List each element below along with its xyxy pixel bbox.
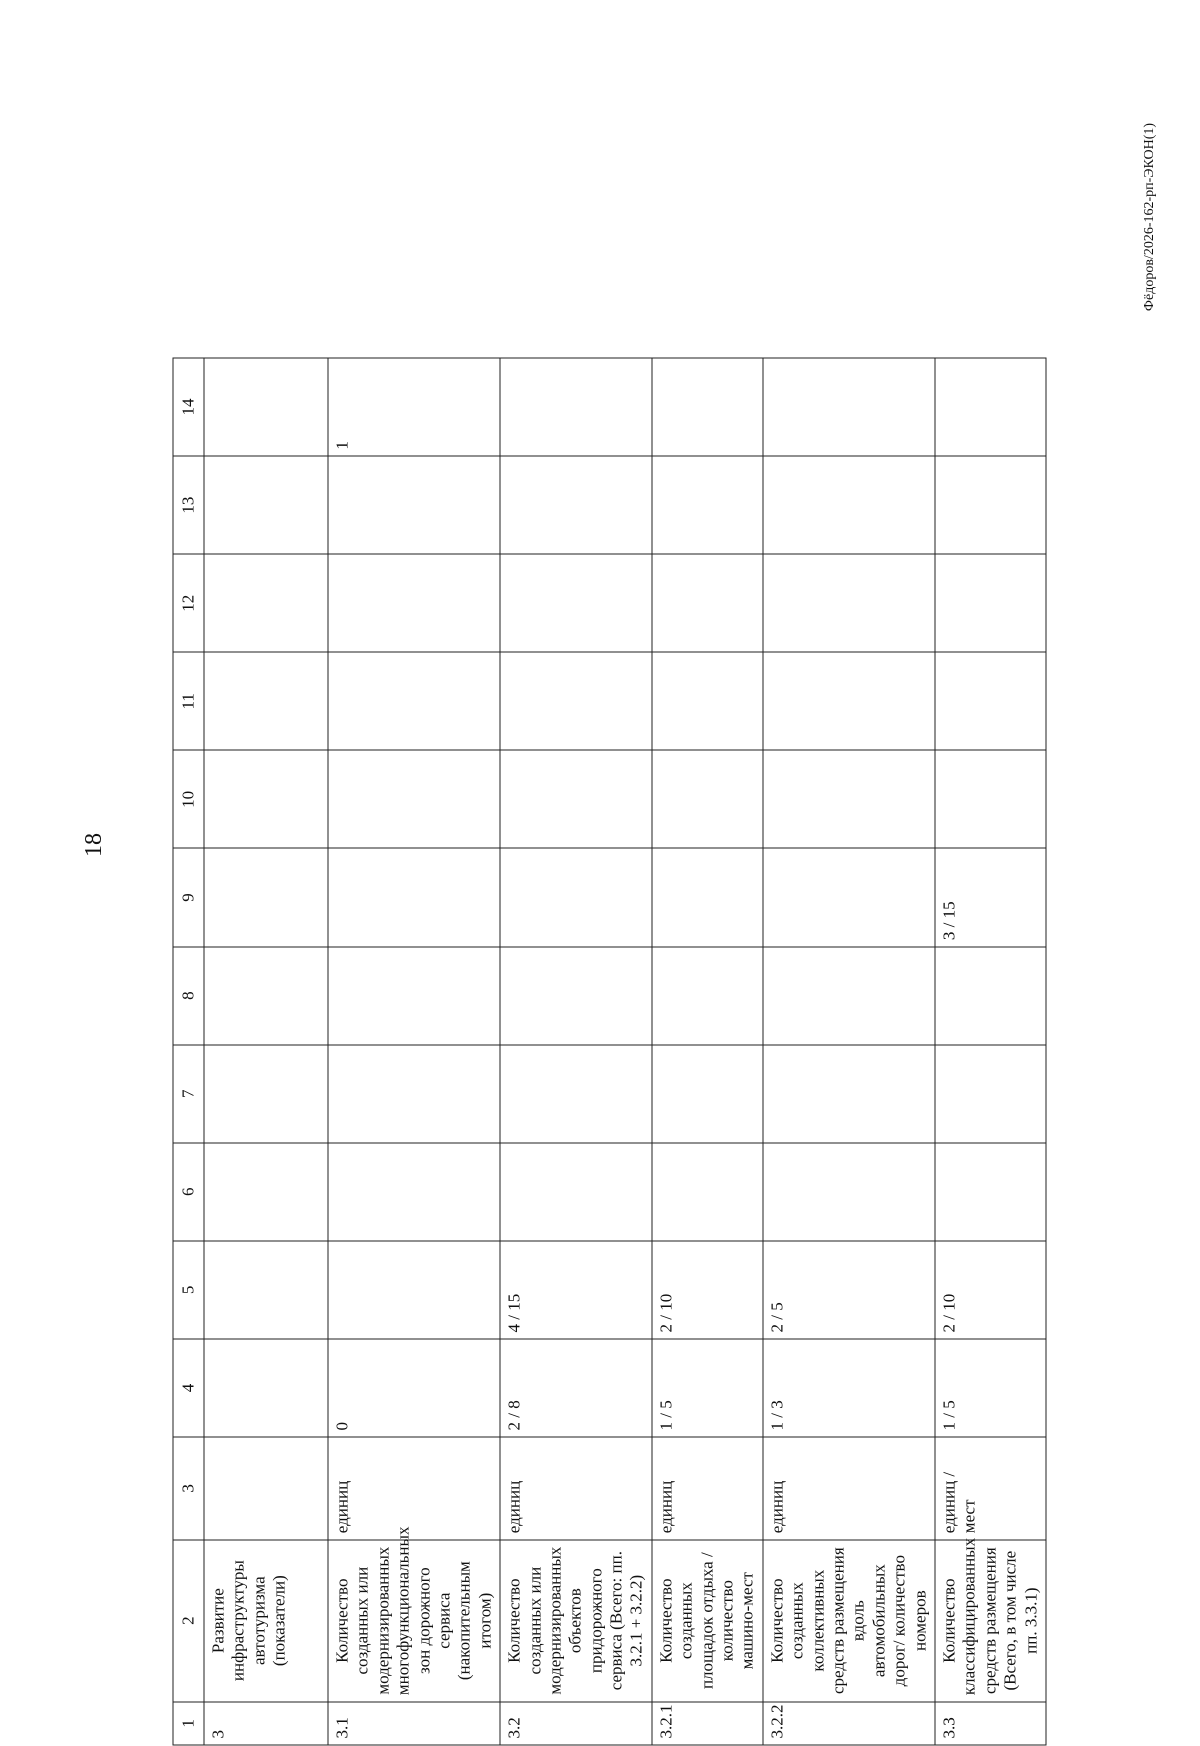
value-cell: [204, 358, 328, 456]
value-cell: [204, 750, 328, 848]
value-cell: [763, 456, 935, 554]
value-cell: [328, 1143, 500, 1241]
indicator-name: Количество созданных или модернизированных многофункциональных зон дорожного сервиса (накопительным итогом): [328, 1540, 500, 1702]
value-cell: [935, 1143, 1046, 1241]
value-cell: [652, 554, 763, 652]
column-header: 1: [173, 1702, 204, 1745]
row-number: 3.2.1: [652, 1702, 763, 1745]
table-row: [763, 358, 935, 1745]
value-cell: [935, 358, 1046, 456]
table-row: [328, 358, 500, 1745]
value-cell: [652, 652, 763, 750]
row-number: 3.1: [328, 1702, 500, 1745]
rotated-table-container: [173, 358, 1040, 1746]
row-number: 3.2: [500, 1702, 652, 1745]
column-header: 13: [173, 456, 204, 554]
unit-cell: [204, 1437, 328, 1540]
value-cell: 3 / 15: [935, 848, 1046, 946]
page-number: 18: [81, 833, 107, 857]
value-cell: [204, 1241, 328, 1339]
value-cell: [500, 750, 652, 848]
value-cell: [763, 554, 935, 652]
column-header: 9: [173, 848, 204, 946]
value-cell: 2 / 5: [763, 1241, 935, 1339]
indicator-name: Количество созданных или модернизированных объектов придорожного сервиса (Всего: пп. 3.2.1 + 3.2.2): [500, 1540, 652, 1702]
table-row: [204, 358, 328, 1745]
unit-cell: единиц / мест: [935, 1437, 1046, 1540]
column-header: 8: [173, 947, 204, 1045]
value-cell: [328, 947, 500, 1045]
value-cell: [500, 456, 652, 554]
column-header: 14: [173, 358, 204, 456]
value-cell: [328, 1241, 500, 1339]
header-row: [173, 358, 204, 1745]
value-cell: [328, 750, 500, 848]
value-cell: [652, 848, 763, 946]
column-header: 7: [173, 1045, 204, 1143]
value-cell: [763, 358, 935, 456]
value-cell: [652, 358, 763, 456]
value-cell: [328, 456, 500, 554]
value-cell: [935, 652, 1046, 750]
value-cell: [652, 1143, 763, 1241]
value-cell: [763, 750, 935, 848]
value-cell: [652, 456, 763, 554]
value-cell: [500, 947, 652, 1045]
value-cell: [935, 947, 1046, 1045]
value-cell: [204, 1339, 328, 1437]
value-cell: 2 / 8: [500, 1339, 652, 1437]
value-cell: [204, 456, 328, 554]
column-header: 10: [173, 750, 204, 848]
value-cell: [328, 652, 500, 750]
row-number: 3.2.2: [763, 1702, 935, 1745]
indicator-name: Развитие инфраструктуры автотуризма (показатели): [204, 1540, 328, 1702]
value-cell: [652, 1045, 763, 1143]
value-cell: 1 / 5: [652, 1339, 763, 1437]
column-header: 3: [173, 1437, 204, 1540]
value-cell: [763, 947, 935, 1045]
value-cell: [204, 947, 328, 1045]
value-cell: [204, 848, 328, 946]
unit-cell: единиц: [500, 1437, 652, 1540]
column-header: 12: [173, 554, 204, 652]
value-cell: [652, 947, 763, 1045]
value-cell: 2 / 10: [652, 1241, 763, 1339]
column-header: 2: [173, 1540, 204, 1702]
value-cell: [763, 652, 935, 750]
value-cell: [652, 750, 763, 848]
value-cell: [328, 554, 500, 652]
indicators-table: [173, 358, 1047, 1746]
value-cell: [763, 1143, 935, 1241]
value-cell: [204, 1045, 328, 1143]
value-cell: 2 / 10: [935, 1241, 1046, 1339]
value-cell: 1 / 5: [935, 1339, 1046, 1437]
value-cell: [204, 1143, 328, 1241]
row-number: 3.3: [935, 1702, 1046, 1745]
value-cell: [328, 1045, 500, 1143]
value-cell: [500, 652, 652, 750]
value-cell: [328, 848, 500, 946]
value-cell: [763, 1045, 935, 1143]
value-cell: 4 / 15: [500, 1241, 652, 1339]
value-cell: [500, 554, 652, 652]
value-cell: 1 / 3: [763, 1339, 935, 1437]
table-row: [500, 358, 652, 1745]
value-cell: [935, 750, 1046, 848]
column-header: 6: [173, 1143, 204, 1241]
indicator-name: Количество классифицированных средств размещения (Всего, в том числе пп. 3.3.1): [935, 1540, 1046, 1702]
value-cell: [935, 456, 1046, 554]
value-cell: [500, 1045, 652, 1143]
value-cell: 1: [328, 358, 500, 456]
value-cell: [500, 1143, 652, 1241]
unit-cell: единиц: [328, 1437, 500, 1540]
column-header: 4: [173, 1339, 204, 1437]
value-cell: 0: [328, 1339, 500, 1437]
column-header: 5: [173, 1241, 204, 1339]
indicator-name: Количество созданных коллективных средств размещения вдоль автомобильных дорог/ количество номеров: [763, 1540, 935, 1702]
unit-cell: единиц: [652, 1437, 763, 1540]
value-cell: [204, 652, 328, 750]
table-row: [935, 358, 1046, 1745]
value-cell: [935, 554, 1046, 652]
value-cell: [500, 848, 652, 946]
column-header: 11: [173, 652, 204, 750]
row-number: 3: [204, 1702, 328, 1745]
indicator-name: Количество созданных площадок отдыха / количество машино-мест: [652, 1540, 763, 1702]
value-cell: [500, 358, 652, 456]
value-cell: [204, 554, 328, 652]
value-cell: [763, 848, 935, 946]
document-id: Фёдоров/2026-162-рп-ЭКОН(1): [1142, 122, 1157, 312]
table-row: [652, 358, 763, 1745]
unit-cell: единиц: [763, 1437, 935, 1540]
value-cell: [935, 1045, 1046, 1143]
